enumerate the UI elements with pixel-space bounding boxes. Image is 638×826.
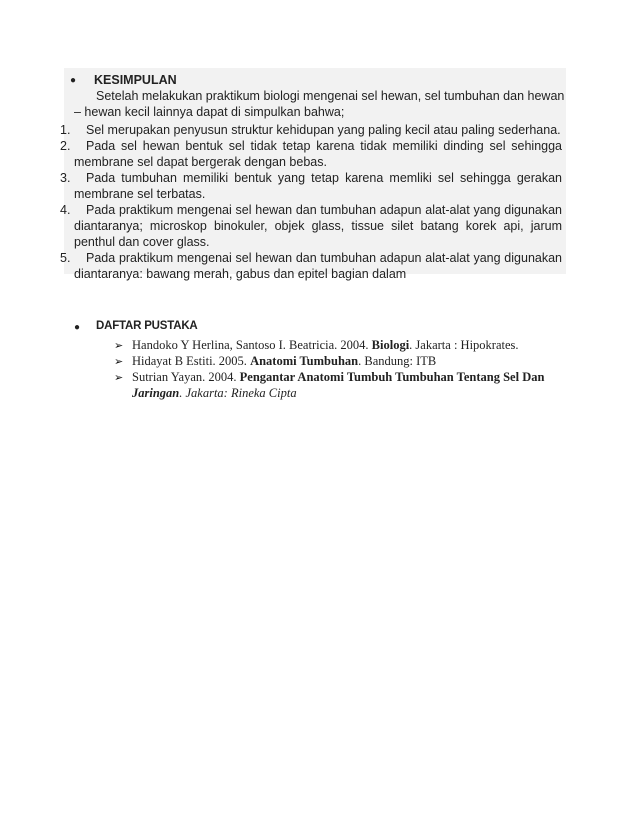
kesimpulan-heading: KESIMPULAN [94,73,177,87]
ref-title: Anatomi Tumbuhan [250,354,359,368]
item-line: Sel merupakan penyusun struktur kehidupan yang paling kecil atau paling sederhana. [86,123,561,137]
item-number: 2. [60,139,71,153]
arrow-bullet-icon: ➢ [114,372,124,384]
ref-publisher: . Jakarta : Hipokrates. [409,338,519,352]
ref-publisher: . Bandung: ITB [358,354,437,368]
arrow-bullet-icon: ➢ [114,356,124,368]
item-line: Pada tumbuhan memiliki bentuk yang tetap karena memliki sel sehingga gerakan [86,171,562,185]
ref-authors: Sutrian Yayan. 2004. [132,370,240,384]
reference-item-continued [132,385,297,402]
item-line: membrane sel dapat bergerak dengan bebas. [74,155,327,169]
item-line: penthul dan cover glass. [74,235,210,249]
ref-authors: Handoko Y Herlina, Santoso I. Beatricia. 2004. [132,338,372,352]
item-line: Pada sel hewan bentuk sel tidak tetap karena tidak memiliki dinding sel sehingga [86,139,562,153]
bullet-icon: ● [70,75,77,86]
item-number: 4. [60,203,71,217]
item-line: Pada praktikum mengenai sel hewan dan tumbuhan adapun alat-alat yang digunakan [86,203,562,217]
reference-item [132,337,519,354]
reference-item [132,353,436,370]
reference-item [132,369,545,386]
ref-title-continued: Jaringan [132,386,180,400]
item-number: 5. [60,251,71,265]
item-number: 1. [60,123,71,137]
item-number: 3. [60,171,71,185]
intro-line-1: Setelah melakukan praktikum biologi mengenai sel hewan, sel tumbuhan dan hewan [96,89,565,103]
item-line: diantaranya; microskop binokuler, objek glass, tissue silet batang korek api, jarum [74,219,562,233]
intro-line-2: – hewan kecil lainnya dapat di simpulkan bahwa; [74,105,345,119]
item-line: diantaranya: bawang merah, gabus dan epitel bagian dalam [74,267,407,281]
item-line: membrane sel terbatas. [74,187,206,201]
ref-title: Biologi [371,338,410,352]
ref-title: Pengantar Anatomi Tumbuh Tumbuhan Tentang Sel Dan [239,370,545,384]
arrow-bullet-icon: ➢ [114,340,124,352]
item-line: Pada praktikum mengenai sel hewan dan tumbuhan adapun alat-alat yang digunakan [86,251,562,265]
ref-authors: Hidayat B Estiti. 2005. [132,354,251,368]
bullet-icon: ● [74,322,81,333]
ref-publisher: . Jakarta: Rineka Cipta [179,386,297,400]
daftar-pustaka-heading: DAFTAR PUSTAKA [96,320,198,332]
